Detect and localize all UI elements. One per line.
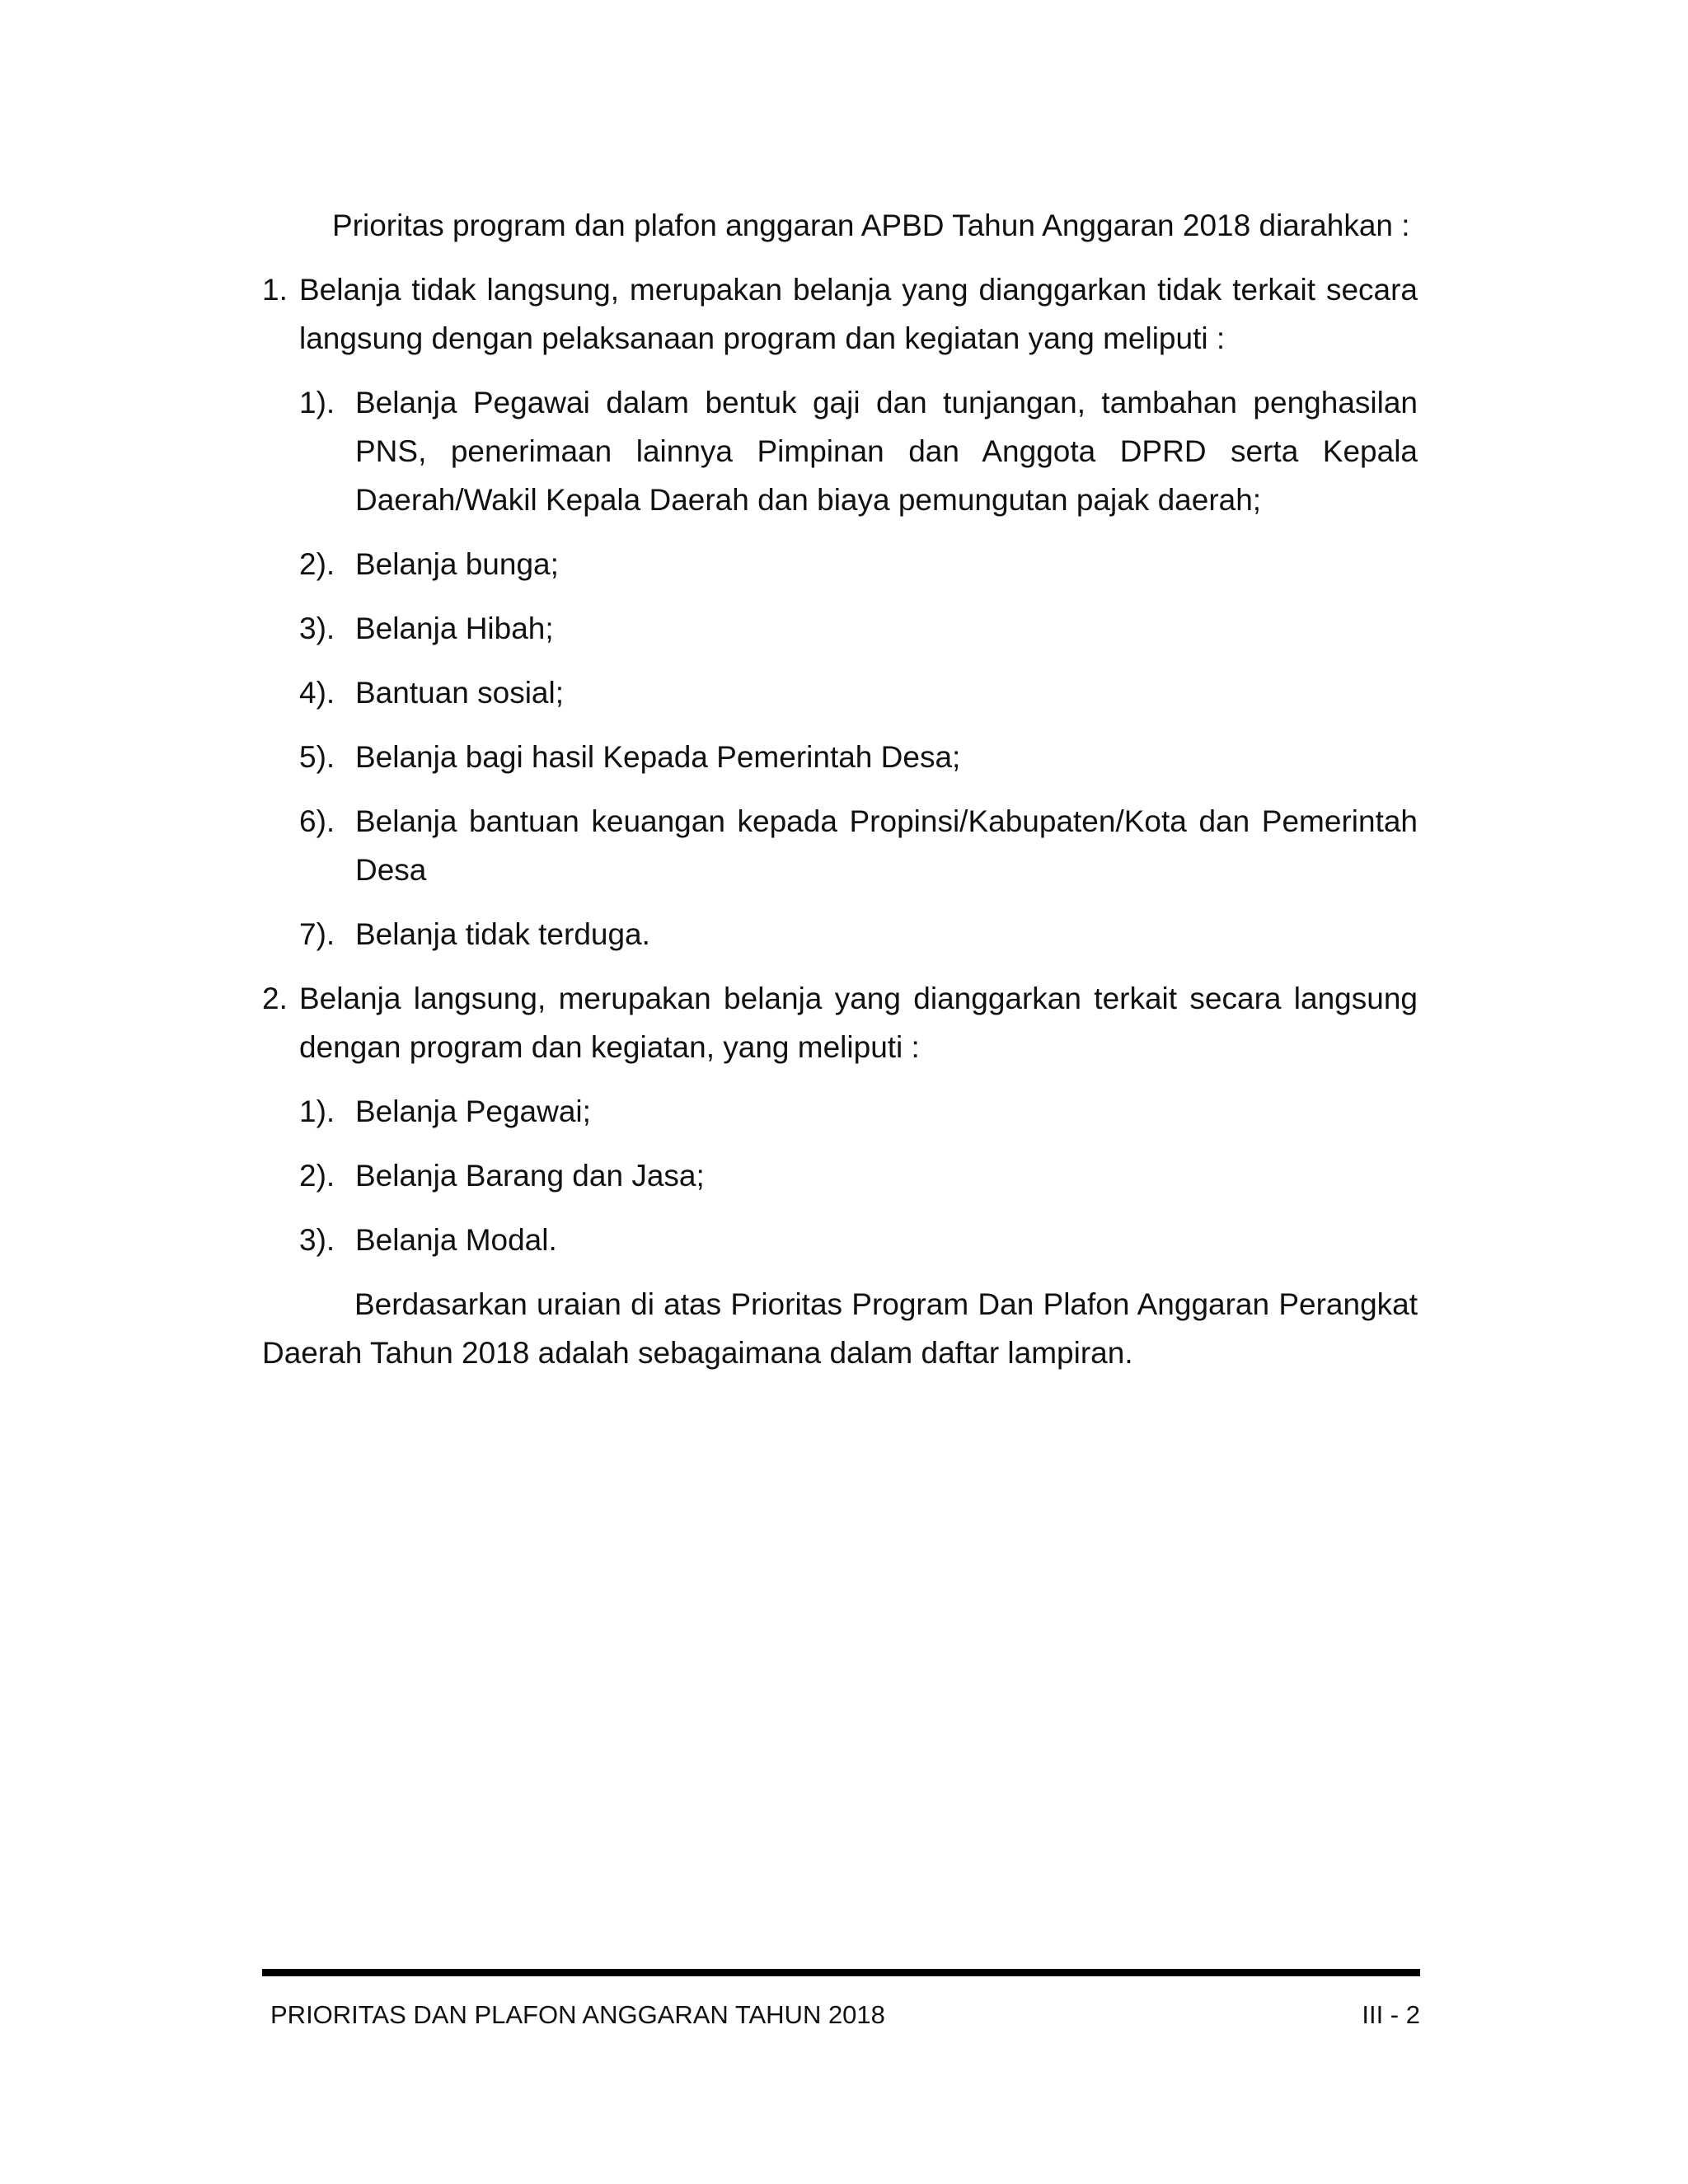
sub-item-number: 6). xyxy=(299,804,335,838)
sub-item-number: 5). xyxy=(299,740,335,774)
sub-item-number: 1). xyxy=(299,386,335,419)
sub-item-number: 2). xyxy=(299,547,335,581)
main-item-row xyxy=(262,265,1418,363)
footer-divider xyxy=(262,1969,1420,1976)
main-list xyxy=(262,265,1418,1264)
sub-item xyxy=(299,378,1418,524)
sub-item-text: Belanja Modal. xyxy=(355,1223,557,1257)
sub-item xyxy=(299,797,1418,894)
sub-item xyxy=(299,910,1418,958)
sub-item xyxy=(299,1216,1418,1264)
sub-item-text: Belanja Barang dan Jasa; xyxy=(355,1159,705,1193)
intro-paragraph: Prioritas program dan plafon anggaran APBD Tahun Anggaran 2018 diarahkan : xyxy=(332,209,1410,242)
sub-item-text: Belanja tidak terduga. xyxy=(355,917,650,951)
sub-item xyxy=(299,733,1418,781)
sub-item xyxy=(299,668,1418,717)
sub-item xyxy=(299,1087,1418,1136)
main-item-text: Belanja tidak langsung, merupakan belanja yang dianggarkan tidak terkait secara langsung dengan pelaksanaan program dan kegiatan yang meliputi : xyxy=(299,273,1418,355)
page-number: III - 2 xyxy=(1362,2000,1420,2029)
sub-item xyxy=(299,604,1418,653)
main-item-row xyxy=(262,974,1418,1071)
sub-item-text: Belanja bagi hasil Kepada Pemerintah Desa; xyxy=(355,740,961,774)
sub-item-text: Belanja bantuan keuangan kepada Propinsi/Kabupaten/Kota dan Pemerintah Desa xyxy=(355,804,1418,887)
sub-item-text: Belanja Pegawai; xyxy=(355,1094,591,1128)
main-item-number: 1. xyxy=(262,273,288,307)
sub-item-text: Belanja bunga; xyxy=(355,547,559,581)
sub-item xyxy=(299,540,1418,588)
sub-item-number: 1). xyxy=(299,1094,335,1128)
sub-item-number: 2). xyxy=(299,1159,335,1193)
main-item-number: 2. xyxy=(262,982,288,1015)
sub-item-text: Belanja Pegawai dalam bentuk gaji dan tunjangan, tambahan penghasilan PNS, penerimaan lainnya Pimpinan dan Anggota DPRD serta Kepala Daerah/Wakil Kepala Daerah dan biaya pemungutan pajak daerah; xyxy=(355,386,1418,517)
sub-item-number: 3). xyxy=(299,612,335,645)
sub-list-1 xyxy=(299,378,1418,958)
sub-item-number: 4). xyxy=(299,676,335,710)
document-body xyxy=(262,201,1418,1377)
sub-item-number: 3). xyxy=(299,1223,335,1257)
sub-item xyxy=(299,1151,1418,1200)
footer-title: PRIORITAS DAN PLAFON ANGGARAN TAHUN 2018 xyxy=(270,2000,885,2029)
page-footer xyxy=(270,1994,1420,2036)
main-list-item-1 xyxy=(262,265,1418,958)
sub-item-number: 7). xyxy=(299,917,335,951)
sub-item-text: Belanja Hibah; xyxy=(355,612,554,645)
sub-list-2 xyxy=(299,1087,1418,1264)
main-list-item-2 xyxy=(262,974,1418,1264)
closing-paragraph: Berdasarkan uraian di atas Prioritas Program Dan Plafon Anggaran Perangkat Daerah Tahun 2018 adalah sebagaimana dalam daftar lampiran. xyxy=(262,1287,1418,1370)
main-item-text: Belanja langsung, merupakan belanja yang dianggarkan terkait secara langsung dengan program dan kegiatan, yang meliputi : xyxy=(299,982,1418,1064)
sub-item-text: Bantuan sosial; xyxy=(355,676,565,710)
